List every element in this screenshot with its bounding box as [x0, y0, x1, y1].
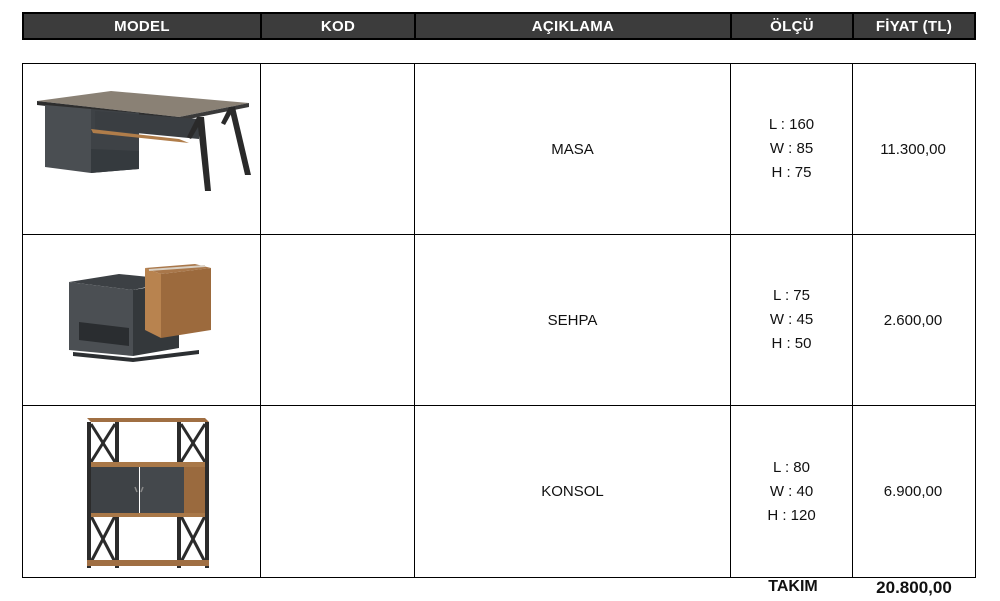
dim-length: L : 75 [773, 287, 810, 304]
fiyat-cell: 6.900,00 [883, 483, 943, 500]
console-cabinet-image [23, 406, 261, 577]
dim-height: H : 75 [771, 164, 812, 181]
table-header [22, 12, 976, 40]
dim-length: L : 160 [768, 116, 815, 133]
kod-cell [261, 406, 415, 577]
table-row [23, 406, 975, 577]
aciklama-cell: MASA [415, 64, 731, 234]
header-olcu: ÖLÇÜ [732, 14, 854, 38]
aciklama-cell: SEHPA [415, 235, 731, 405]
table-row [23, 235, 975, 406]
total-value: 20.800,00 [876, 578, 952, 597]
desk-image [23, 64, 261, 234]
header-model: MODEL [24, 14, 262, 38]
total-label: TAKIM [768, 578, 818, 595]
fiyat-cell: 2.600,00 [883, 311, 943, 329]
coffee-table-image [23, 235, 261, 405]
table-row [23, 64, 975, 235]
header-kod: KOD [262, 14, 416, 38]
dim-height: H : 120 [767, 506, 816, 524]
dim-width: W : 85 [769, 140, 814, 157]
olcu-cell [731, 64, 853, 234]
header-fiyat: FİYAT (TL) [854, 14, 974, 38]
dim-width: W : 40 [769, 482, 814, 500]
product-table [22, 63, 976, 578]
dim-length: L : 80 [773, 458, 810, 476]
dim-width: W : 45 [769, 311, 814, 328]
olcu-cell [731, 406, 853, 577]
header-aciklama: AÇIKLAMA [416, 14, 732, 38]
olcu-cell [731, 235, 853, 405]
aciklama-cell: KONSOL [415, 406, 731, 577]
dim-height: H : 50 [771, 335, 812, 352]
kod-cell [261, 235, 415, 405]
kod-cell [261, 64, 415, 234]
fiyat-cell: 11.300,00 [880, 140, 946, 158]
